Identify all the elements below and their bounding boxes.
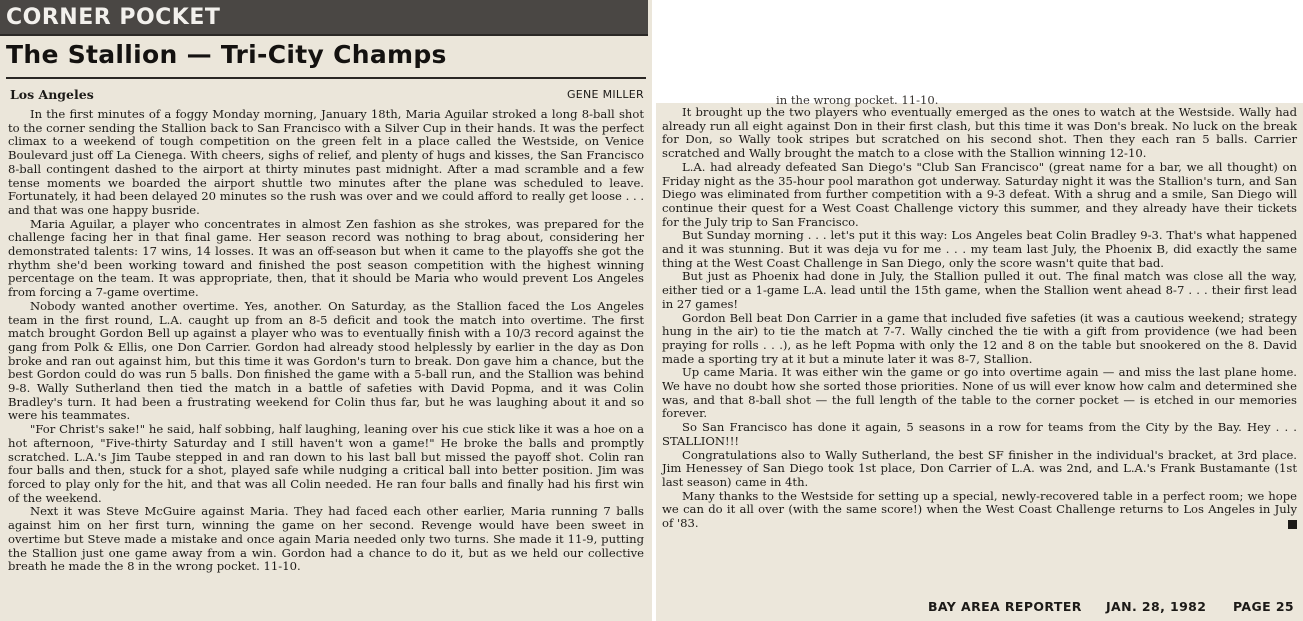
paragraph: In the first minutes of a foggy Monday morning, January 18th, Maria Aguilar stroked a long 8-ball shot to the corner sending the Stallion back to San Francisco with a Silver Cup in their hands. It was the perfect climax to a weekend of tough competition on the green felt in a place called the Westside, on Venice Boulevard just off La Cienega. With cheers, sighs of relief, and plenty of hugs and kisses, the San Francisco 8-ball contingent dashed to the airport at thirty minutes past midnight. After a mad scramble and a few tense moments we boarded the airport shuttle two minutes after the plane was scheduled to leave. Fortunately, it had been delayed 20 minutes so the rush was over and we could afford to really get loose . . . and that was one happy busride.	[8, 107, 645, 217]
cut-off-line: in the wrong pocket. 11-10.	[776, 93, 939, 107]
headline: The Stallion — Tri-City Champs	[6, 40, 447, 69]
publication-name: BAY AREA REPORTER	[928, 599, 1082, 614]
paragraph: "For Christ's sake!" he said, half sobbing, half laughing, leaning over his cue stick like it was a hoe on a hot afternoon, "Five-thirty Saturday and I still haven't won a game!" He broke the balls and promptly scratched. L.A.'s Jim Taube stepped in and ran down to his last ball but missed the payoff shot. Colin ran four balls and then, stuck for a shot, played safe while nudging a critical ball into better position. Jim was forced to play only for the hit, and that was all Colin needed. He ran four balls and finally had his first win of the weekend.	[8, 422, 644, 505]
paragraph: So San Francisco has done it again, 5 seasons in a row for teams from the City by the Bay. Hey . . . STALLION!!!	[662, 420, 1297, 448]
paragraph: L.A. had already defeated San Diego's "Club San Francisco" (great name for a bar, we all thought) on Friday night as the 35-hour pool marathon got underway. Saturday night it was the Stallion's turn, and San Diego was eliminated from further competition with a 9-3 defeat. With a shrug and a smile, San Diego will continue their quest for a West Coast Challenge victory this summer, and they already have their tickets for the July trip to San Francisco.	[662, 159, 1297, 229]
column-banner	[0, 0, 648, 36]
paragraph: But just as Phoenix had done in July, the Stallion pulled it out. The final match was close all the way, either tied or a 1-game L.A. lead until the 15th game, when the Stallion went ahead 8-7 . . . their first lead in 27 games!	[662, 269, 1297, 311]
paragraph: Maria Aguilar, a player who concentrates in almost Zen fashion as she strokes, was prepared for the challenge facing her in that final game. Her season record was nothing to brag about, considering her demonstrated talents: 17 wins, 14 losses. It was an off-season but when it came to the playoffs she got the rhythm she'd been working toward and finished the post season competition with the highest winning percentage on the team. It was appropriate, then, that it should be Maria who would prevent Los Angeles from forcing a 7-game overtime.	[8, 216, 644, 300]
paragraph: But Sunday morning . . . let's put it this way: Los Angeles beat Colin Bradley 9-3. That's what happened and it was stunning. But it was deja vu for me . . . my team last July, the Phoenix B, did exactly the same thing at the West Coast Challenge in San Diego, only the score wasn't quite that bad.	[662, 228, 1297, 270]
paragraph: Gordon Bell beat Don Carrier in a game that included five safeties (it was a cautious weekend; strategy hung in the air) to tie the match at 7-7. Wally cinched the tie with a gift from providence (we had been praying for rolls . . .), as he left Popma with only the 12 and 8 on the table but snookered on the 8. David made a sporting try at it but a minute later it was 8-7, Stallion.	[662, 310, 1297, 366]
byline: GENE MILLER	[566, 88, 644, 101]
dateline: Los Angeles	[10, 87, 94, 102]
end-mark-icon	[1288, 520, 1297, 529]
page-number: PAGE 25	[1233, 599, 1295, 614]
paragraph: Nobody wanted another overtime. Yes, another. On Saturday, as the Stallion faced the Los Angeles team in the first round, L.A. caught up from an 8-5 deficit and took the match into overtime. The first match brought Gordon Bell up against a player who was to eventually finish with a 10/3 record against the gang from Polk & Ellis, one Don Carrier. Gordon had already stood helplessly by earlier in the day as Don broke and ran out against him, but this time it was Gordon's turn to break. Don gave him a chance, but the best Gordon could do was run 5 balls. Don finished the game with a 5-ball run, and the Stallion was behind 9-8. Wally Sutherland then tied the match in a battle of safeties with David Popma, and it was Colin Bradley's turn. It had been a frustrating weekend for Colin thus far, but he was laughing about it and so were his teammates.	[8, 298, 644, 423]
paragraph: Congratulations also to Wally Sutherland, the best SF finisher in the individual's bracket, at 3rd place. Jim Henessey of San Diego took 1st place, Don Carrier of L.A. was 2nd, and L.A.'s Frank Bustamante (1st last season) came in 4th.	[662, 447, 1297, 489]
right-clipping	[656, 93, 1303, 621]
headline-rule	[6, 77, 646, 79]
issue-date: JAN. 28, 1982	[1106, 599, 1207, 614]
paragraph: Next it was Steve McGuire against Maria. They had faced each other earlier, Maria running 7 balls against him on her first turn, winning the game on her second. Revenge would have been sweet in overtime but Steve made a mistake and once again Maria needed only two turns. She made it 11-9, putting the Stallion just one game away from a win. Gordon had a chance to do it, but as we held our collective breath he made the 8 in the wrong pocket. 11-10.	[8, 504, 644, 574]
final-paragraph-text: Many thanks to the Westside for setting up a special, newly-recovered table in a perfect room; we hope we can do it all over (with the same score!) when the West Coast Challenge returns to Los Angeles in July of '83.	[662, 488, 1297, 531]
column-name: CORNER POCKET	[6, 4, 221, 30]
paragraph: It brought up the two players who eventually emerged as the ones to watch at the Westside. Wally had already run all eight against Don in their first clash, but this time it was Don's break. No luck on the break for Don, so Wally took stripes but scratched on his second shot. Then they each ran 5 balls. Carrier scratched and Wally brought the match to a close with the Stallion winning 12-10.	[662, 105, 1297, 161]
paragraph: Up came Maria. It was either win the game or go into overtime again — and miss the last plane home. We have no doubt how she sorted those priorities. None of us will ever know how calm and determined she was, and that 8-ball shot — the full length of the table to the corner pocket — is etched in our memories forever.	[662, 365, 1297, 421]
final-paragraph	[662, 490, 1297, 531]
article-body-left	[8, 108, 644, 574]
page-footer	[656, 599, 1303, 619]
article-body-right	[662, 106, 1297, 531]
